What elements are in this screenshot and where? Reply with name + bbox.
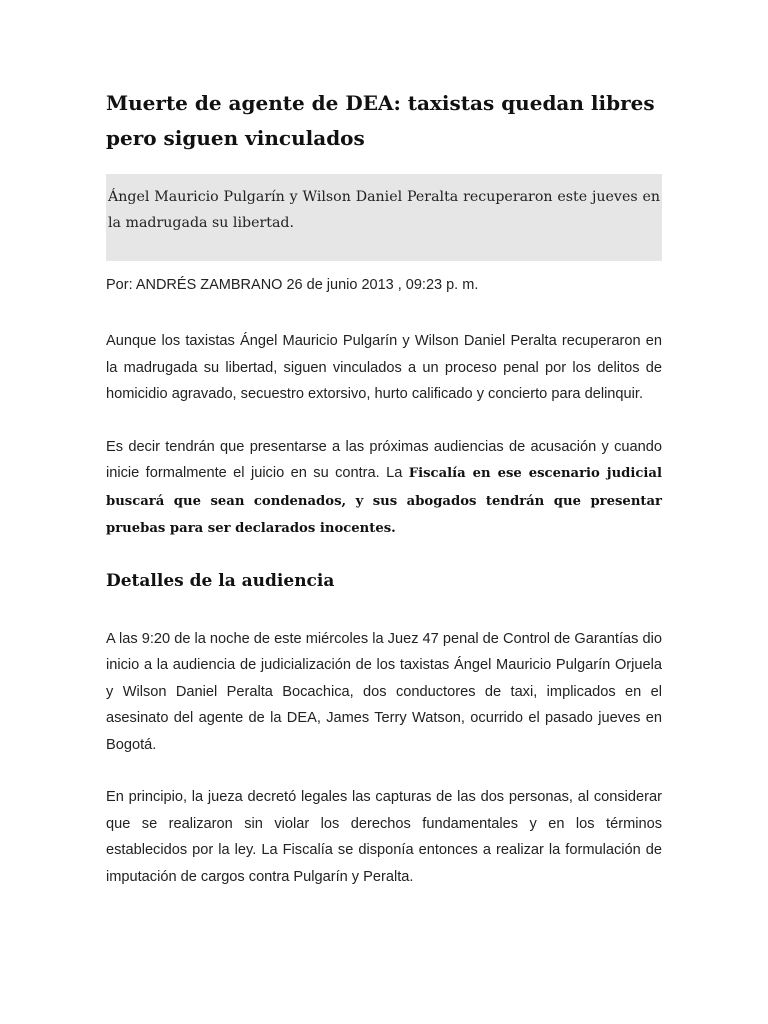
summary-box (106, 174, 662, 261)
paragraph-4: En principio, la jueza decretó legales las capturas de las dos personas, al considerar que se realizaron sin violar los derechos fundamentales y en los términos establecidos por la ley. La Fiscalía se disponía entonces a realizar la formulación de imputación de cargos contra Pulgarín y Peralta. (106, 789, 662, 885)
section-subheading: Detalles de la audiencia (106, 570, 335, 591)
paragraph-2-text: Es decir tendrán que presentarse a las próximas audiencias de acusación y cuando inicie formalmente el juicio en su contra. La (106, 438, 662, 481)
paragraph-1: Aunque los taxistas Ángel Mauricio Pulgarín y Wilson Daniel Peralta recuperaron en la madrugada su libertad, siguen vinculados a un proceso penal por los delitos de homicidio agravado, secuestro extorsivo, hurto calificado y concierto para delinquir. (106, 333, 662, 402)
paragraph-3: A las 9:20 de la noche de este miércoles la Juez 47 penal de Control de Garantías dio inicio a la audiencia de judicialización de los taxistas Ángel Mauricio Pulgarín Orjuela y Wilson Daniel Peralta Bocachica, dos conductores de taxi, implicados en el asesinato del agente de la DEA, James Terry Watson, ocurrido el pasado jueves en Bogotá. (106, 630, 662, 753)
paragraph-2-bold-text: Fiscalía en ese escenario judicial buscará que sean condenados, y sus abogados tendrán que presentar pruebas para ser declarados inocentes. (106, 466, 662, 536)
article-byline: Por: ANDRÉS ZAMBRANO 26 de junio 2013 , 09:23 p. m. (106, 277, 479, 293)
article-summary: Ángel Mauricio Pulgarín y Wilson Daniel Peralta recuperaron este jueves en la madrugada su libertad. (108, 189, 660, 231)
article-headline: Muerte de agente de DEA: taxistas quedan libres pero siguen vinculados (106, 91, 655, 150)
article (106, 86, 662, 890)
paragraph-2 (106, 434, 662, 543)
